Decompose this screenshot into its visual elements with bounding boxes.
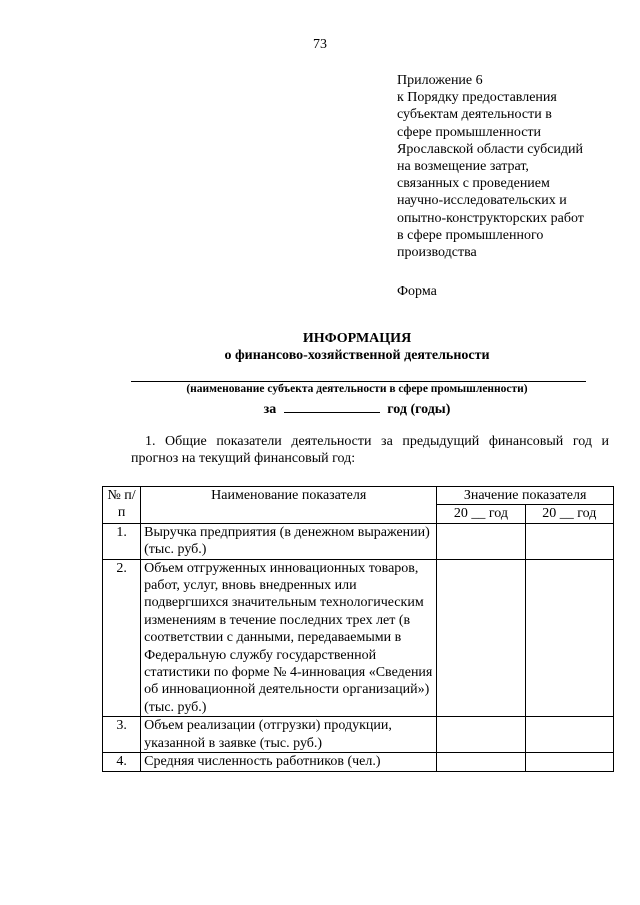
row-indicator-name: Объем реализации (отгрузки) продукции, указанной в заявке (тыс. руб.) <box>141 717 437 753</box>
table-row <box>103 523 614 559</box>
appendix-line: сфере промышленности <box>397 124 542 140</box>
row-number: 2. <box>103 559 141 717</box>
appendix-line: Ярославской области субсидий <box>397 141 584 157</box>
header-year-2: 20 __ год <box>525 505 613 523</box>
appendix-line: субъектам деятельности в <box>397 107 552 123</box>
header-indicator-value: Значение показателя <box>437 487 614 505</box>
row-value-year-2 <box>525 523 613 559</box>
table-row <box>103 717 614 753</box>
header-indicator-name: Наименование показателя <box>141 487 437 524</box>
row-value-year-1 <box>437 753 525 771</box>
appendix-line: на возмещение затрат, <box>397 159 529 175</box>
year-suffix: год (годы) <box>387 402 451 417</box>
row-value-year-1 <box>437 717 525 753</box>
year-blank-field <box>284 400 380 413</box>
appendix-line: опытно-конструкторских работ <box>397 210 584 226</box>
appendix-line: в сфере промышленного <box>397 227 544 243</box>
appendix-line: научно-исследовательских и <box>397 193 567 209</box>
appendix-line: связанных с проведением <box>397 176 550 192</box>
appendix-block <box>397 72 632 261</box>
year-row <box>0 400 640 418</box>
row-value-year-1 <box>437 523 525 559</box>
form-label: Форма <box>397 284 437 299</box>
subject-name-line <box>131 381 586 382</box>
table-row <box>103 753 614 771</box>
row-indicator-name: Объем отгруженных инновационных товаров, работ, услуг, вновь внедренных или подвергшихся значительным технологическим изменениям в течение последних трех лет (в соответствии с данными, передаваемыми в Федеральную службу государственной статистики по форме № 4-инновация «Сведения об инновационной деятельности организаций») (тыс. руб.) <box>141 559 437 717</box>
row-indicator-name: Средняя численность работников (чел.) <box>141 753 437 771</box>
row-number: 3. <box>103 717 141 753</box>
appendix-line: Приложение 6 <box>397 73 483 88</box>
table-row <box>103 559 614 717</box>
document-title: ИНФОРМАЦИЯ <box>302 331 412 346</box>
header-number: № п/п <box>103 487 141 524</box>
page-number: 73 <box>313 37 327 52</box>
document-subtitle: о финансово-хозяйственной деятельности <box>224 348 490 363</box>
appendix-line: к Порядку предоставления <box>397 90 557 106</box>
appendix-line: производства <box>397 245 477 261</box>
row-value-year-2 <box>525 753 613 771</box>
row-number: 1. <box>103 523 141 559</box>
row-indicator-name: Выручка предприятия (в денежном выражении) (тыс. руб.) <box>141 523 437 559</box>
header-year-1: 20 __ год <box>437 505 525 523</box>
indicators-table <box>102 486 614 772</box>
table-header-row <box>103 487 614 505</box>
row-value-year-1 <box>437 559 525 717</box>
row-value-year-2 <box>525 717 613 753</box>
row-value-year-2 <box>525 559 613 717</box>
subject-caption: (наименование субъекта деятельности в сфере промышленности) <box>186 383 528 395</box>
year-prefix: за <box>263 402 277 417</box>
row-number: 4. <box>103 753 141 771</box>
intro-paragraph: 1. Общие показатели деятельности за предыдущий финансовый год и прогноз на текущий финансовый год: <box>131 434 609 466</box>
